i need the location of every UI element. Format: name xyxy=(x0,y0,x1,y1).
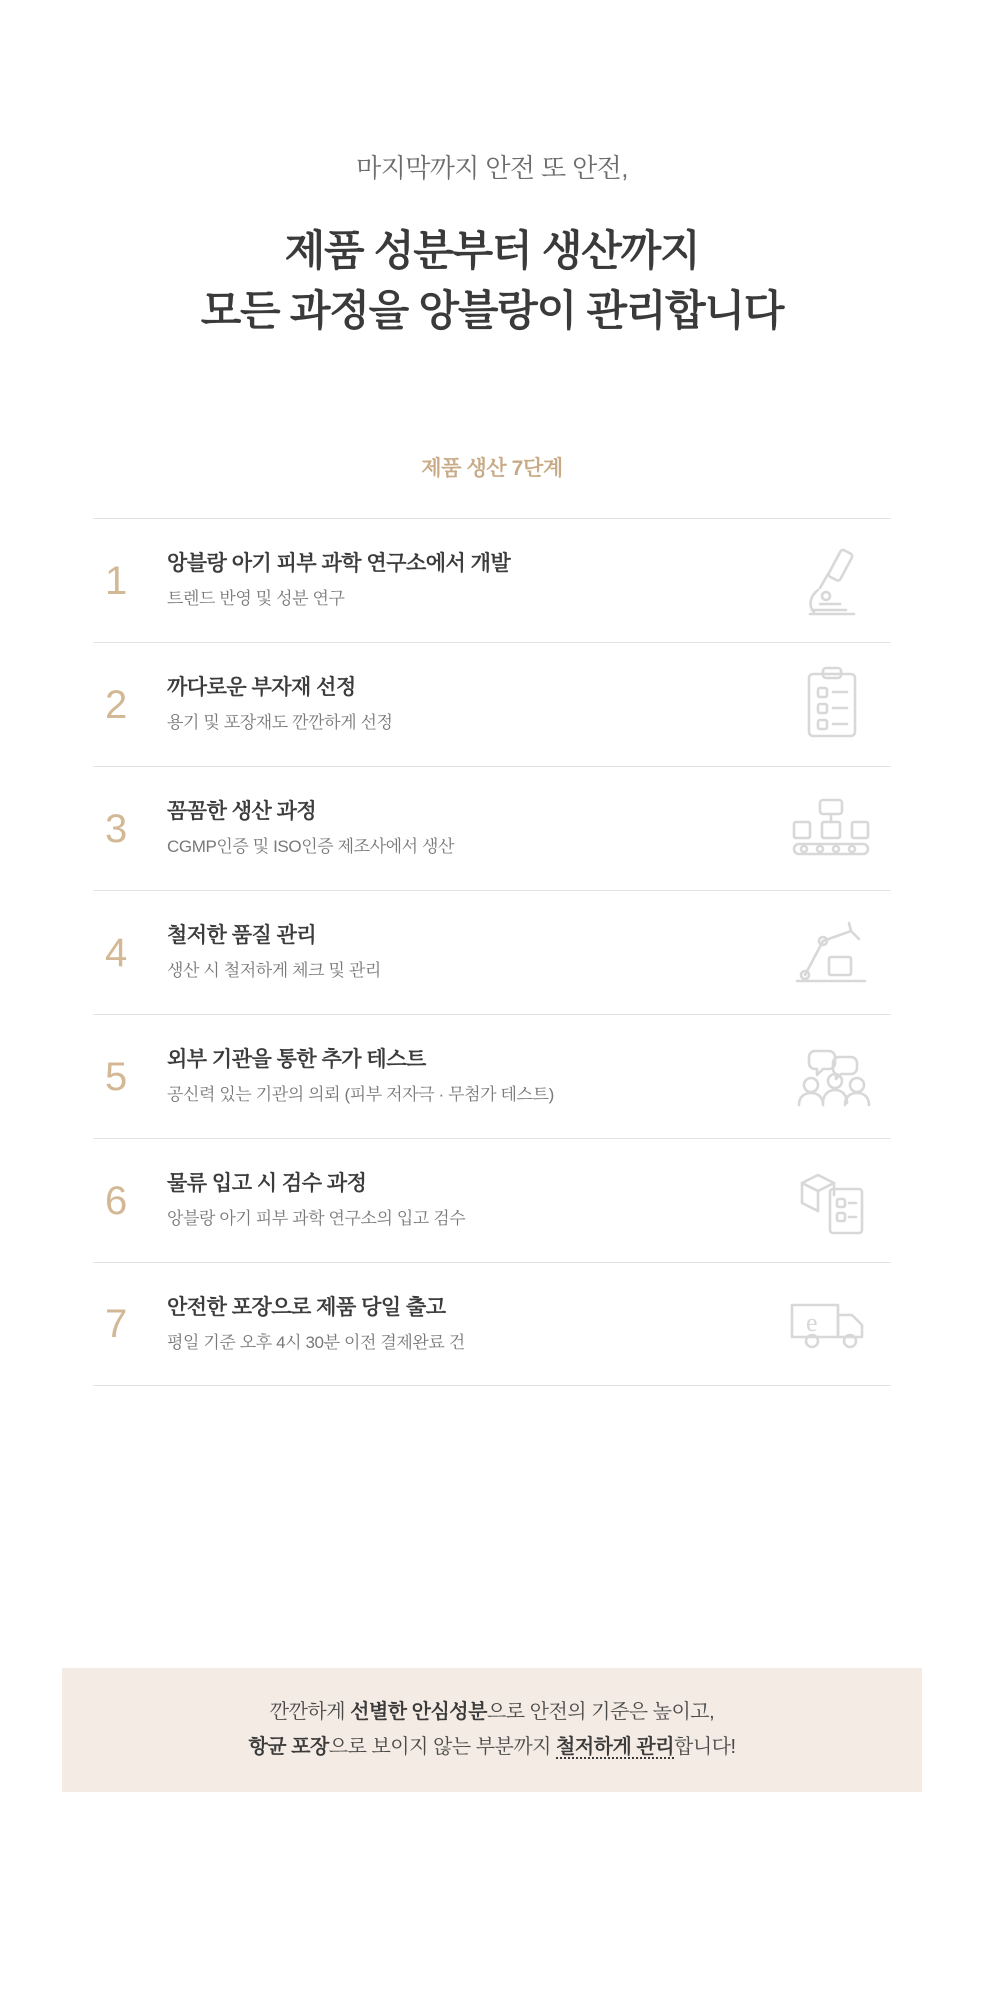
step-description: 평일 기준 오후 4시 30분 이전 결제완료 건 xyxy=(167,1332,465,1352)
factory-conveyor-icon xyxy=(777,787,887,871)
page-title xyxy=(0,221,984,340)
step-text xyxy=(167,550,777,611)
footer-banner xyxy=(62,1668,922,1792)
step-description: 앙블랑 아기 피부 과학 연구소의 입고 검수 xyxy=(167,1209,466,1229)
list-item xyxy=(93,766,891,890)
banner-line-2 xyxy=(248,1730,735,1765)
step-title: 앙블랑 아기 피부 과학 연구소에서 개발 xyxy=(167,552,511,576)
box-inspection-icon xyxy=(777,1159,887,1243)
step-text xyxy=(167,1294,777,1355)
step-text xyxy=(167,674,777,735)
step-title: 안전한 포장으로 제품 당일 출고 xyxy=(167,1295,446,1319)
step-text xyxy=(167,922,777,983)
list-item xyxy=(93,1014,891,1138)
banner-line1-highlight: 선별한 안심성분 xyxy=(350,1701,487,1723)
microscope-icon xyxy=(777,539,887,623)
headline-line-1: 제품 성분부터 생산까지 xyxy=(284,227,700,274)
list-item xyxy=(93,642,891,766)
banner-line2-highlight-2: 철저하게 관리 xyxy=(556,1736,675,1758)
svg-text:e: e xyxy=(806,1308,818,1338)
list-item xyxy=(93,1262,891,1386)
step-number: 1 xyxy=(105,558,128,603)
clipboard-checklist-icon xyxy=(777,663,887,747)
step-description: 트렌드 반영 및 성분 연구 xyxy=(167,589,345,609)
step-title: 물류 입고 시 검수 과정 xyxy=(167,1172,367,1196)
banner-line2-part-d: 합니다! xyxy=(674,1736,736,1758)
page-header xyxy=(0,0,984,340)
step-number: 4 xyxy=(105,930,128,975)
step-title: 철저한 품질 관리 xyxy=(167,924,317,948)
banner-line2-part-b: 으로 보이지 않는 부분까지 xyxy=(328,1736,557,1758)
step-number: 3 xyxy=(105,806,128,851)
steps-list xyxy=(93,518,891,1386)
banner-line-1 xyxy=(270,1695,714,1730)
step-title: 외부 기관을 통한 추가 테스트 xyxy=(167,1048,426,1072)
banner-line2-highlight-1: 항균 포장 xyxy=(248,1736,329,1758)
step-description: 용기 및 포장재도 깐깐하게 선정 xyxy=(167,713,393,733)
step-description: 공신력 있는 기관의 의뢰 (피부 저자극 · 무첨가 테스트) xyxy=(167,1085,554,1105)
step-title: 꼼꼼한 생산 과정 xyxy=(167,800,317,824)
delivery-truck-icon xyxy=(777,1282,887,1366)
step-text xyxy=(167,1170,777,1231)
step-text xyxy=(167,798,777,859)
step-number: 6 xyxy=(105,1178,128,1223)
list-item xyxy=(93,1138,891,1262)
step-number: 5 xyxy=(105,1054,128,1099)
eyebrow-text: 마지막까지 안전 또 안전, xyxy=(356,153,628,183)
banner-line1-part-a: 깐깐하게 xyxy=(269,1701,351,1723)
group-discussion-icon xyxy=(777,1035,887,1119)
step-description: CGMP인증 및 ISO인증 제조사에서 생산 xyxy=(167,837,455,857)
step-number: 7 xyxy=(105,1302,128,1347)
robot-arm-icon xyxy=(777,911,887,995)
list-item xyxy=(93,890,891,1014)
list-item xyxy=(93,518,891,642)
step-title: 까다로운 부자재 선정 xyxy=(167,676,356,700)
banner-line1-part-c: 으로 안전의 기준은 높이고, xyxy=(486,1701,715,1723)
step-description: 생산 시 철저하게 체크 및 관리 xyxy=(167,961,381,981)
headline-line-2: 모든 과정을 앙블랑이 관리합니다 xyxy=(200,286,784,334)
step-number: 2 xyxy=(105,682,128,727)
section-title: 제품 생산 7단계 xyxy=(421,457,563,481)
step-text xyxy=(167,1046,777,1107)
